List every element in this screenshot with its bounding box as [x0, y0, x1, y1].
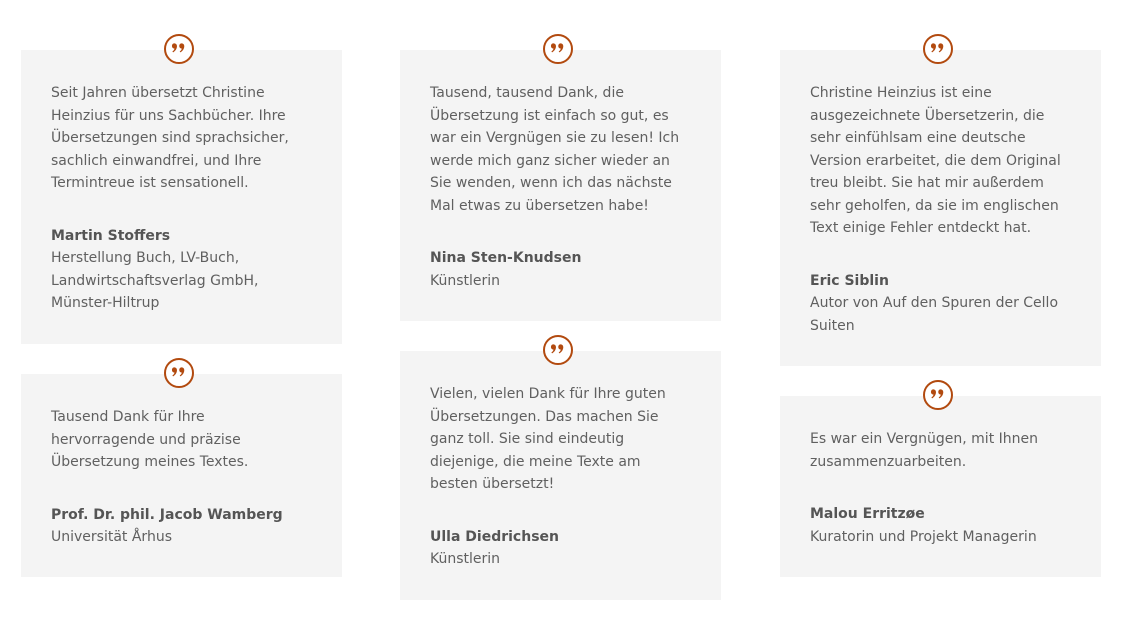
testimonial-role: Künstlerin — [430, 272, 501, 289]
testimonial-card — [21, 50, 342, 344]
testimonial-author: Ulla Diedrichsen — [430, 528, 559, 545]
quote-icon — [923, 34, 953, 64]
testimonial-card — [780, 396, 1101, 577]
testimonial-author: Martin Stoffers — [51, 227, 171, 244]
quote-icon — [164, 358, 194, 388]
testimonial-author: Malou Erritzøe — [810, 506, 925, 522]
testimonial-role: Künstlerin — [430, 551, 501, 567]
quote-icon — [164, 34, 194, 64]
testimonial-role: Kuratorin und Projekt Managerin — [810, 528, 1037, 545]
testimonial-text: Tausend, tausend Dank, die Übersetzung ist einfach so gut, es war ein Vergnügen sie zu lesen! Ich werde mich ganz sicher wieder an Sie wenden, wenn ich das nächste Mal etwas zu übersetzen habe! — [430, 85, 680, 214]
testimonial-author: Prof. Dr. phil. Jacob Wamberg — [51, 506, 283, 523]
testimonial-role: Universität Århus — [51, 529, 172, 545]
testimonial-text: Seit Jahren übersetzt Christine Heinzius für uns Sachbücher. Ihre Übersetzungen sind sprachsicher, sachlich einwandfrei, und Ihre Termintreue ist sensationell. — [51, 85, 289, 191]
testimonial-card — [400, 50, 721, 321]
quote-icon — [923, 380, 953, 410]
quote-icon — [543, 34, 573, 64]
testimonial-author: Eric Siblin — [810, 272, 889, 289]
testimonial-role: Herstellung Buch, LV-Buch, Landwirtschaftsverlag GmbH, Münster-Hiltrup — [51, 250, 259, 311]
quote-icon — [543, 335, 573, 365]
testimonial-text: Tausend Dank für Ihre hervorragende und präzise Übersetzung meines Textes. — [51, 409, 249, 470]
testimonial-text: Vielen, vielen Dank für Ihre guten Übersetzungen. Das machen Sie ganz toll. Sie sind eindeutig diejenige, die meine Texte am besten übersetzt! — [430, 386, 666, 492]
testimonial-text: Es war ein Vergnügen, mit Ihnen zusammenzuarbeiten. — [810, 431, 1038, 470]
testimonial-card — [21, 374, 342, 577]
testimonial-author: Nina Sten-Knudsen — [430, 250, 582, 266]
testimonial-card — [780, 50, 1101, 366]
testimonial-text: Christine Heinzius ist eine ausgezeichnete Übersetzerin, die sehr einfühlsam eine deutsche Version erarbeitet, die dem Original treu bleibt. Sie hat mir außerdem sehr geholfen, da sie im englischen Text einige Fehler entdeckt hat. — [810, 85, 1061, 236]
testimonial-card — [400, 351, 721, 600]
testimonial-role: Autor von Auf den Spuren der Cello Suiten — [810, 295, 1059, 334]
